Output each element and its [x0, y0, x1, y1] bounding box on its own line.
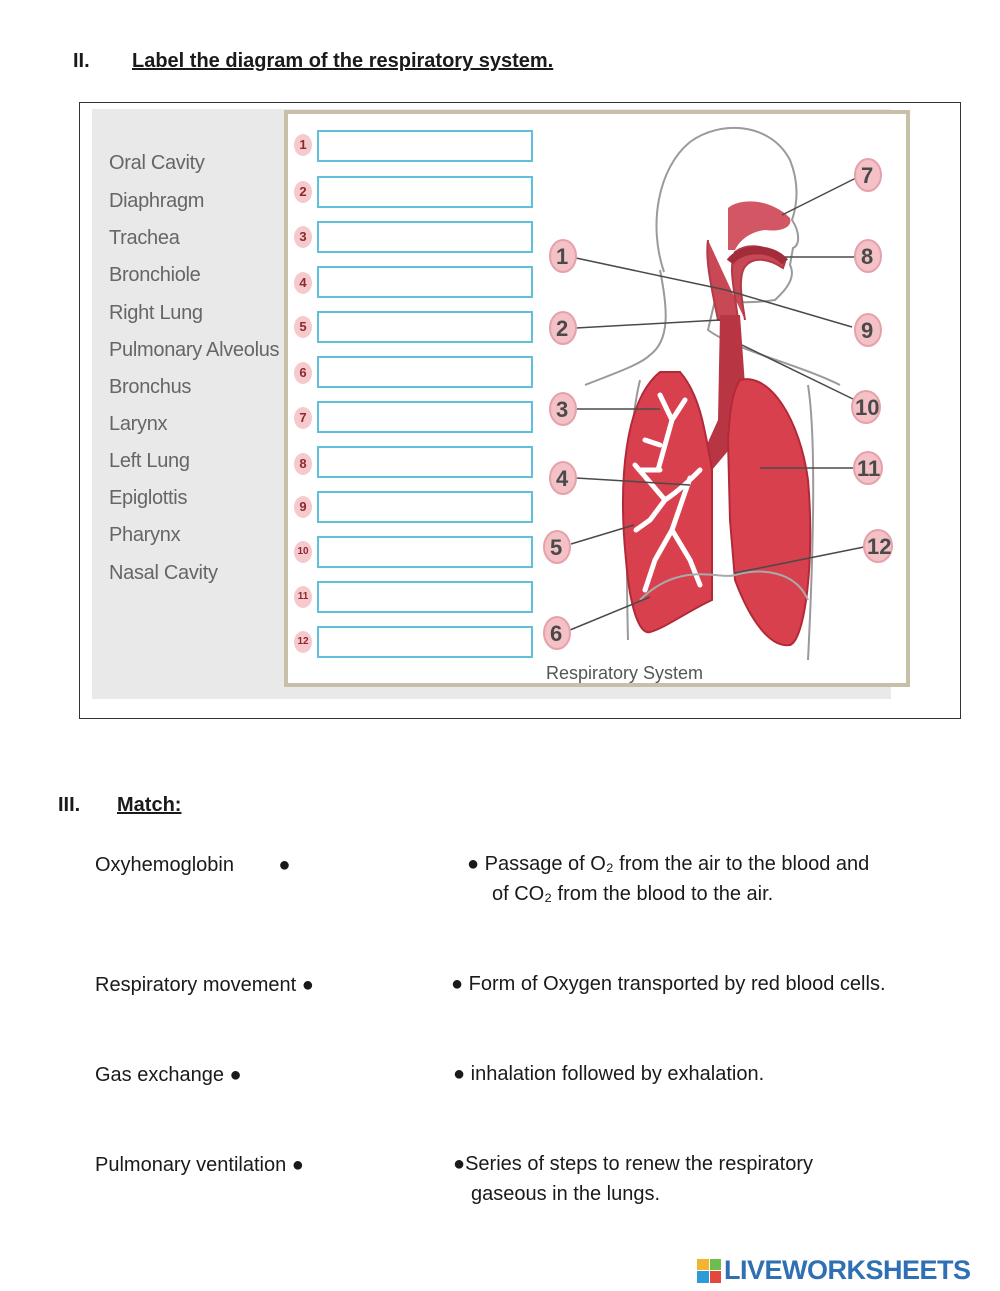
definition-line: gaseous in the lungs. — [471, 1183, 661, 1205]
section-2-title: Label the diagram of the respiratory system. — [132, 50, 554, 72]
section-2-number: II. — [73, 50, 90, 72]
answer-number-badge: 10 — [294, 541, 312, 563]
definition-line: of CO₂ from the blood to the air. — [492, 883, 774, 905]
word-bank-item: Pharynx — [109, 524, 181, 546]
answer-number-badge: 7 — [294, 407, 312, 429]
definition-line: ● inhalation followed by exhalation. — [453, 1063, 765, 1085]
word-bank-item: Left Lung — [109, 450, 190, 472]
word-bank-item: Diaphragm — [109, 190, 205, 212]
answer-number-badge: 12 — [294, 631, 312, 653]
diagram-caption: Respiratory System — [546, 663, 704, 683]
callout-label: 5 — [550, 535, 563, 560]
liveworksheets-logo-icon — [697, 1259, 721, 1283]
callout-label: 11 — [857, 456, 881, 481]
match-left-term[interactable]: Gas exchange ● — [95, 1064, 242, 1086]
brand-name: LIVEWORKSHEETS — [724, 1255, 971, 1285]
answer-number-badge: 8 — [294, 453, 312, 475]
word-bank-item: Bronchus — [109, 376, 192, 398]
leader-lines — [570, 178, 864, 630]
callout-label: 3 — [556, 397, 569, 422]
callout-label: 12 — [867, 534, 892, 559]
match-right-definition[interactable] — [453, 1149, 813, 1209]
word-bank-item: Nasal Cavity — [109, 562, 218, 584]
answer-number-badge: 2 — [294, 181, 312, 203]
section-3-number: III. — [58, 794, 81, 816]
section-3-title: Match: — [117, 794, 182, 816]
word-bank-item: Oral Cavity — [109, 152, 205, 174]
callout-label: 6 — [550, 621, 563, 646]
answer-number-badge: 9 — [294, 496, 312, 518]
callout-label: 1 — [556, 244, 569, 269]
word-bank-item: Larynx — [109, 413, 168, 435]
match-right-definition[interactable] — [451, 969, 886, 999]
word-bank-item: Trachea — [109, 227, 180, 249]
answer-number-badge: 11 — [294, 586, 312, 608]
match-left-term[interactable]: Oxyhemoglobin ● — [95, 854, 291, 876]
callout-label: 2 — [556, 316, 569, 341]
callout-label: 10 — [855, 395, 880, 420]
definition-line: ●Series of steps to renew the respiratory — [453, 1153, 814, 1175]
word-bank-item: Right Lung — [109, 302, 203, 324]
answer-number-badge: 3 — [294, 226, 312, 248]
lung-right — [728, 379, 810, 645]
match-left-term[interactable]: Respiratory movement ● — [95, 974, 314, 996]
callout-label: 9 — [861, 318, 874, 343]
footer-brand — [697, 1255, 971, 1286]
match-right-definition[interactable] — [467, 849, 869, 909]
match-left-term[interactable]: Pulmonary ventilation ● — [95, 1154, 304, 1176]
answer-number-badge: 5 — [294, 316, 312, 338]
answer-number-badge: 4 — [294, 272, 312, 294]
callout-label: 4 — [556, 466, 569, 491]
word-bank-item: Pulmonary Alveolus — [109, 339, 280, 361]
answer-number-badge: 1 — [294, 134, 312, 156]
callout-label: 7 — [861, 163, 874, 188]
word-bank-item: Epiglottis — [109, 487, 188, 509]
word-bank-item: Bronchiole — [109, 264, 201, 286]
definition-line: ● Form of Oxygen transported by red blood cells. — [451, 973, 886, 995]
callout-label: 8 — [861, 244, 874, 269]
match-right-definition[interactable] — [453, 1059, 764, 1089]
definition-line: ● Passage of O₂ from the air to the blood and — [467, 853, 870, 875]
answer-number-badge: 6 — [294, 362, 312, 384]
nasal-cavity — [728, 201, 790, 250]
